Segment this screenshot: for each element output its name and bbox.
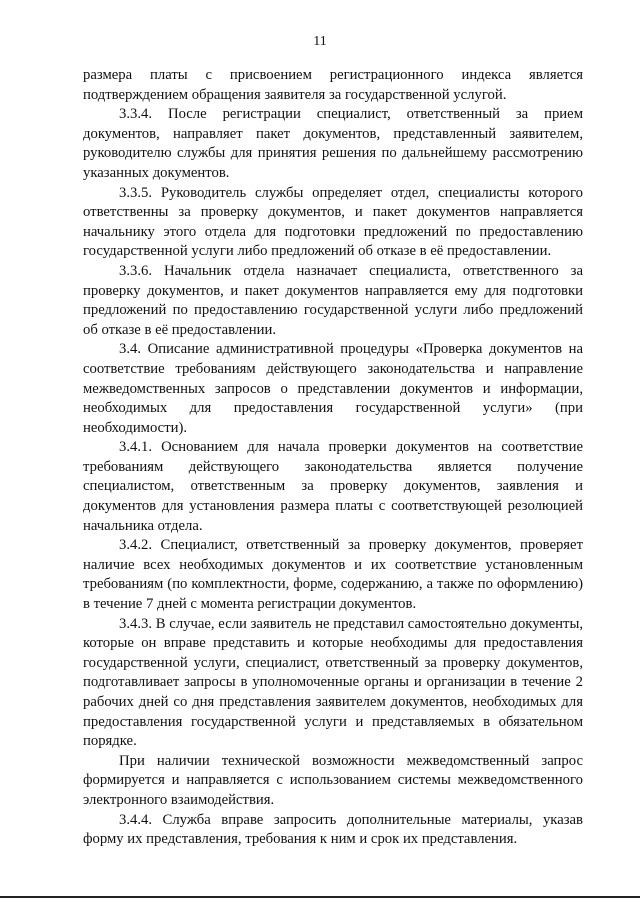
paragraph-3-4: 3.4. Описание административной процедуры «Проверка документов на соответствие требованиям действующего законодательства и направление межведомственных запросов о представлении документов и информации, необходимых для предоставления государственной услуги» (при необходимости). [83,341,583,436]
paragraph-3-4-3: 3.4.3. В случае, если заявитель не представил самостоятельно документы, которые он вправе представить и которые необходимы для предоставления государственной услуги, специалист, ответственный за проверку документов, подготавливает запросы в уполномоченные органы и организации в течение 2 рабочих дней со дня представления заявителем документов, необходимых для предоставления государственной услуги и представляемых в обязательном порядке. [83,615,583,750]
paragraph-3-4-1: 3.4.1. Основанием для начала проверки документов на соответствие требованиям действующего законодательства является получение специалистом, ответственным за проверку документов, заявления и документов для установления размера платы с соответствующей резолюцией начальника отдела. [83,439,583,534]
paragraph-3-4-2: 3.4.2. Специалист, ответственный за проверку документов, проверяет наличие всех необходимых документов и их соответствие установленным требованиям (по комплектности, форме, содержанию, а также по оформлению) в течение 7 дней с момента регистрации документов. [83,537,583,613]
paragraph-3-3-5: 3.3.5. Руководитель службы определяет отдел, специалисты которого ответственны за проверку документов, и пакет документов направляется начальнику этого отдела для подготовки предложений по предоставлению государственной услуги либо предложений об отказе в её предоставлении. [83,184,583,260]
document-body [83,66,583,850]
paragraph-3-4-4: 3.4.4. Служба вправе запросить дополнительные материалы, указав форму их представления, требования к ним и срок их представления. [83,811,583,848]
paragraph-interagency-request: При наличии технической возможности межведомственный запрос формируется и направляется с использованием системы межведомственного электронного взаимодействия. [83,752,583,808]
bottom-divider [0,896,640,898]
paragraph-continuation: размера платы с присвоением регистрационного индекса является подтверждением обращения заявителя за государственной услугой. [83,67,583,103]
page-number: 11 [313,34,327,49]
paragraph-3-3-6: 3.3.6. Начальник отдела назначает специалиста, ответственного за проверку документов, и пакет документов направляется ему для подготовки предложений по предоставлению государственной услуги либо предложений об отказе в её предоставлении. [83,262,583,338]
paragraph-3-3-4: 3.3.4. После регистрации специалист, ответственный за прием документов, направляет пакет документов, представленный заявителем, руководителю службы для принятия решения по дальнейшему рассмотрению указанных документов. [83,106,583,181]
